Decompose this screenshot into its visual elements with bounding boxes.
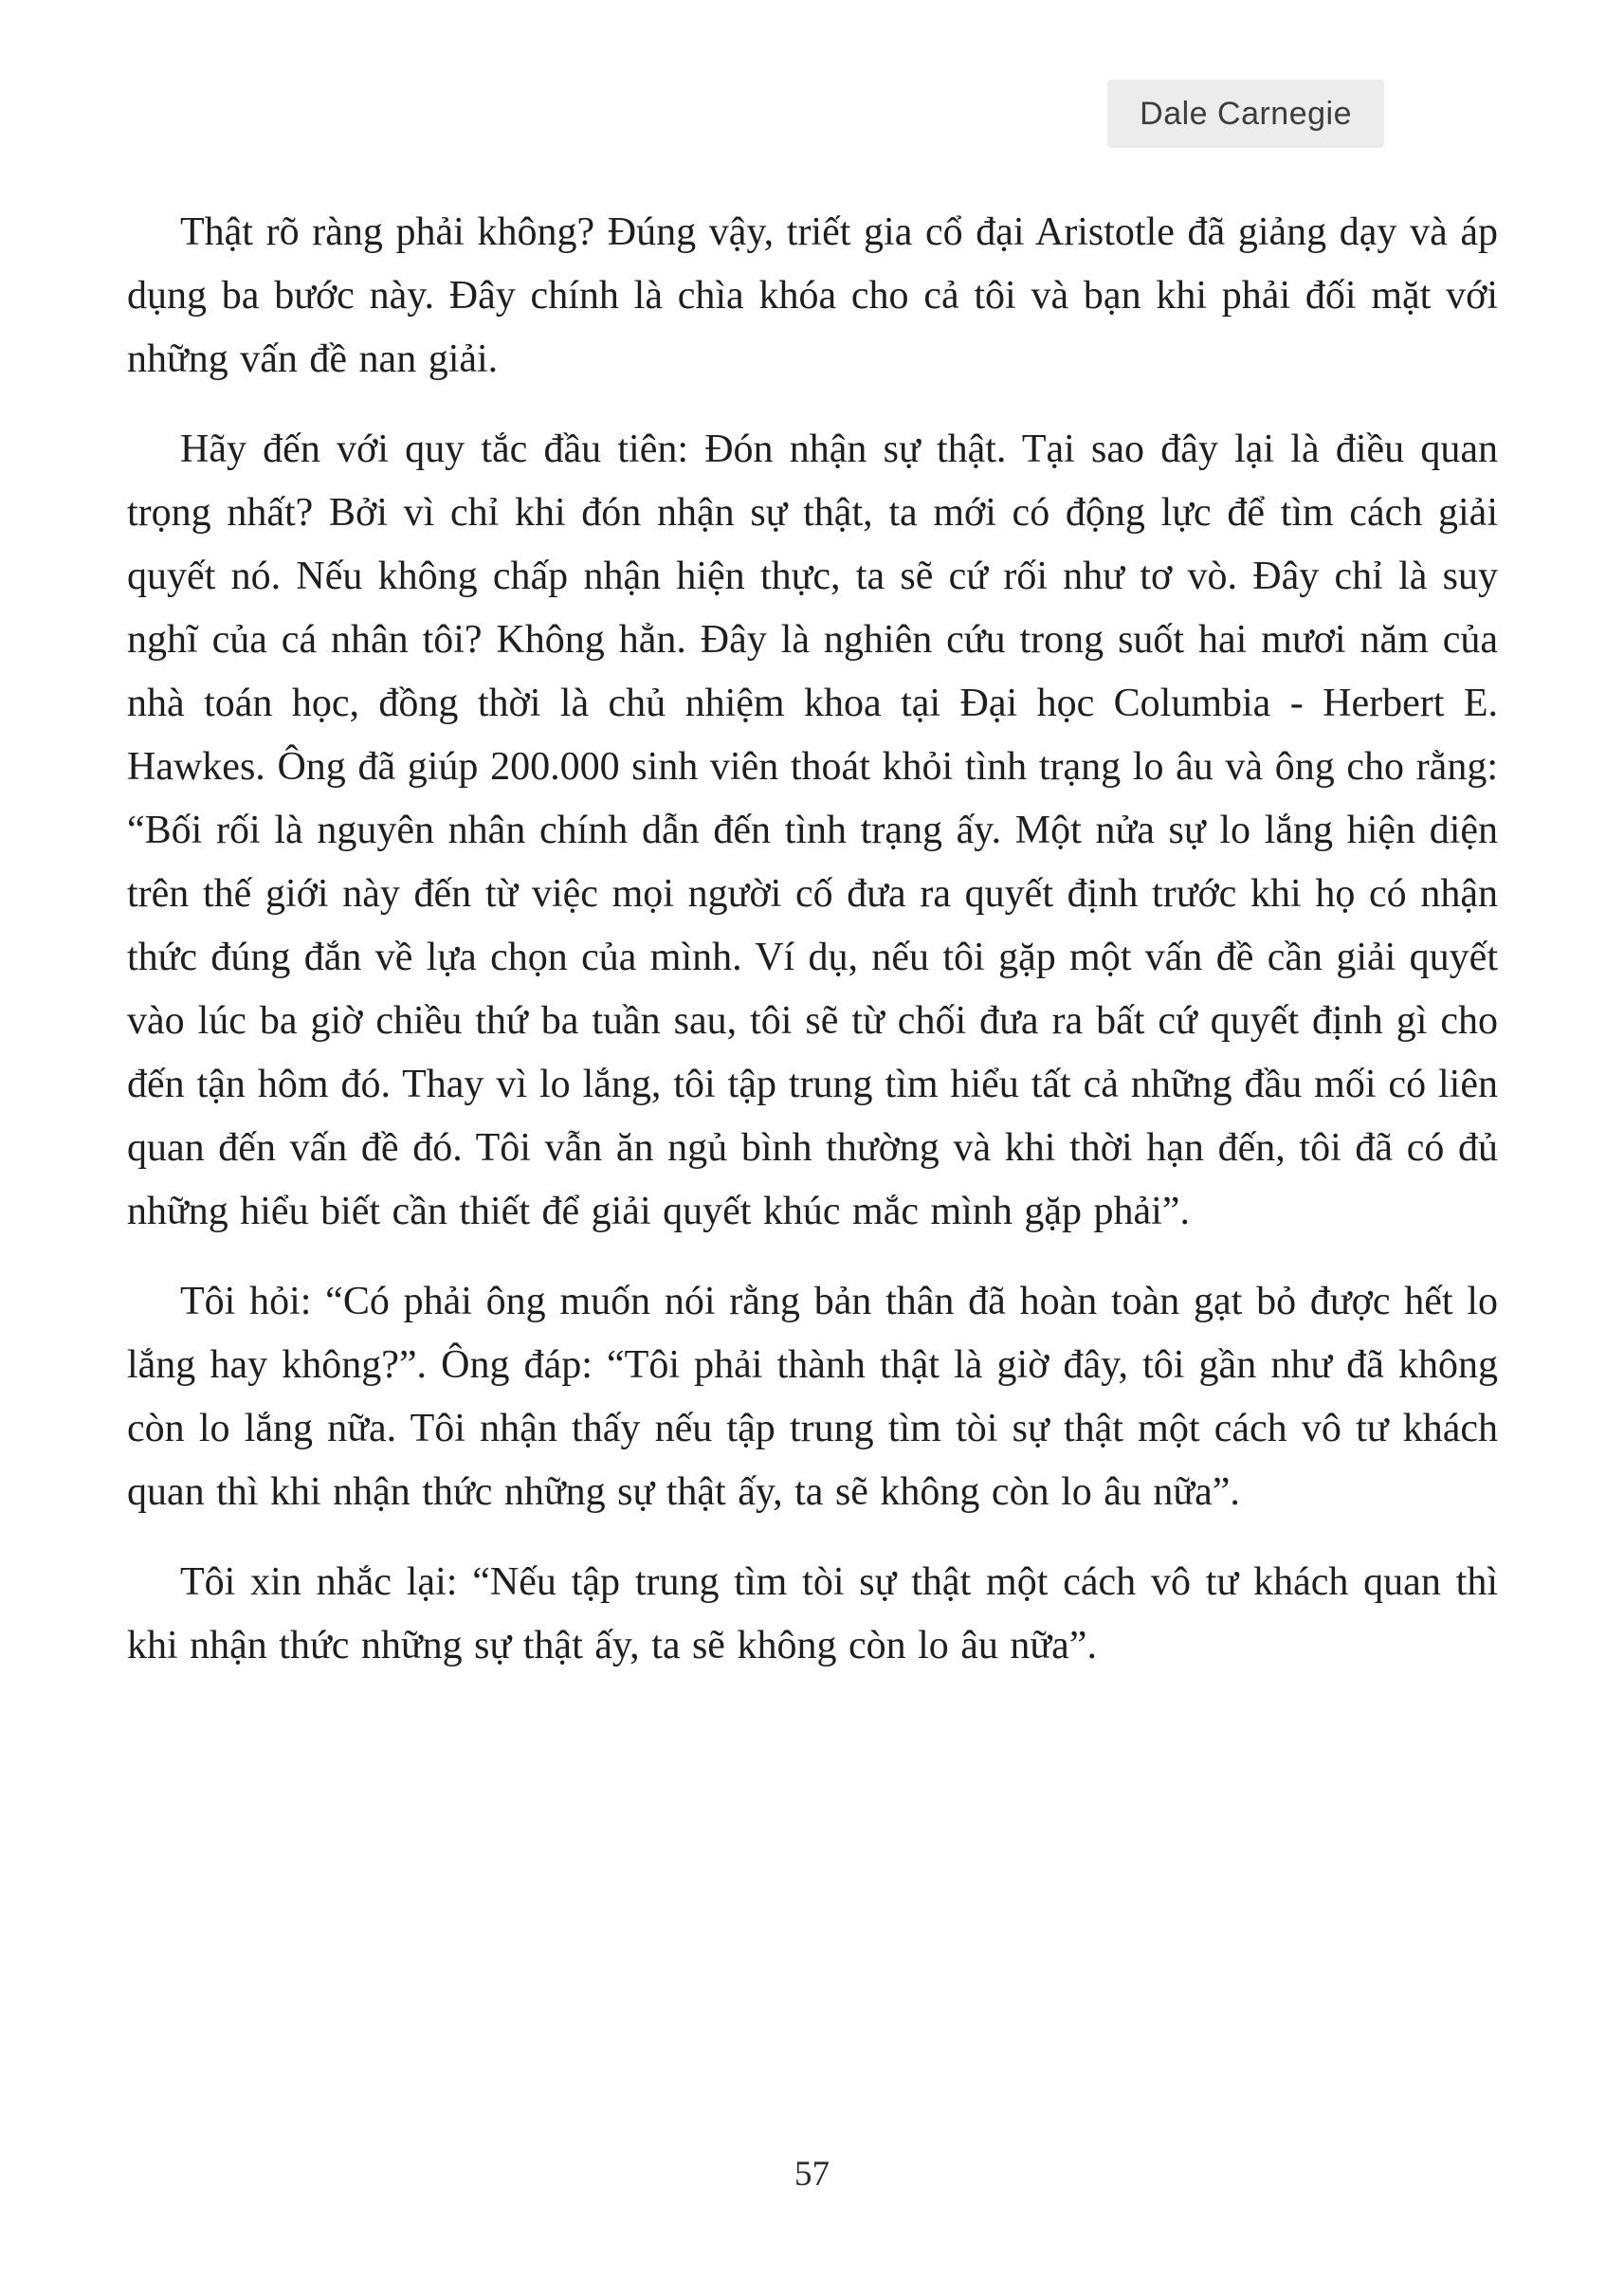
page-footer [0, 2154, 1624, 2195]
page-body [127, 201, 1498, 1704]
running-header-author: Dale Carnegie [1107, 80, 1384, 148]
page-number: 57 [794, 2155, 830, 2194]
paragraph-3: Tôi hỏi: “Có phải ông muốn nói rằng bản thân đã hoàn toàn gạt bỏ được hết lo lắng hay không?”. Ông đáp: “Tôi phải thành thật là giờ đây, tôi gần như đã không còn lo lắng nữa. Tôi nhận thấy nếu tập trung tìm tòi sự thật một cách vô tư khách quan thì khi nhận thức những sự thật ấy, ta sẽ không còn lo âu nữa”. [127, 1280, 1498, 1514]
paragraph-1: Thật rõ ràng phải không? Đúng vậy, triết gia cổ đại Aristotle đã giảng dạy và áp dụng ba bước này. Đây chính là chìa khóa cho cả tôi và bạn khi phải đối mặt với những vấn đề nan giải. [127, 210, 1498, 381]
paragraph-4: Tôi xin nhắc lại: “Nếu tập trung tìm tòi sự thật một cách vô tư khách quan thì khi nhận thức những sự thật ấy, ta sẽ không còn lo âu nữa”. [127, 1560, 1498, 1667]
paragraph-2: Hãy đến với quy tắc đầu tiên: Đón nhận sự thật. Tại sao đây lại là điều quan trọng nhất? Bởi vì chỉ khi đón nhận sự thật, ta mới có động lực để tìm cách giải quyết nó. Nếu không chấp nhận hiện thực, ta sẽ cứ rối như tơ vò. Đây chỉ là suy nghĩ của cá nhân tôi? Không hẳn. Đây là nghiên cứu trong suốt hai mươi năm của nhà toán học, đồng thời là chủ nhiệm khoa tại Đại học Columbia - Herbert E. Hawkes. Ông đã giúp 200.000 sinh viên thoát khỏi tình trạng lo âu và ông cho rằng: “Bối rối là nguyên nhân chính dẫn đến tình trạng ấy. Một nửa sự lo lắng hiện diện trên thế giới này đến từ việc mọi người cố đưa ra quyết định trước khi họ có nhận thức đúng đắn về lựa chọn của mình. Ví dụ, nếu tôi gặp một vấn đề cần giải quyết vào lúc ba giờ chiều thứ ba tuần sau, tôi sẽ từ chối đưa ra bất cứ quyết định gì cho đến tận hôm đó. Thay vì lo lắng, tôi tập trung tìm hiểu tất cả những đầu mối có liên quan đến vấn đề đó. Tôi vẫn ăn ngủ bình thường và khi thời hạn đến, tôi đã có đủ những hiểu biết cần thiết để giải quyết khúc mắc mình gặp phải”. [127, 428, 1498, 1233]
